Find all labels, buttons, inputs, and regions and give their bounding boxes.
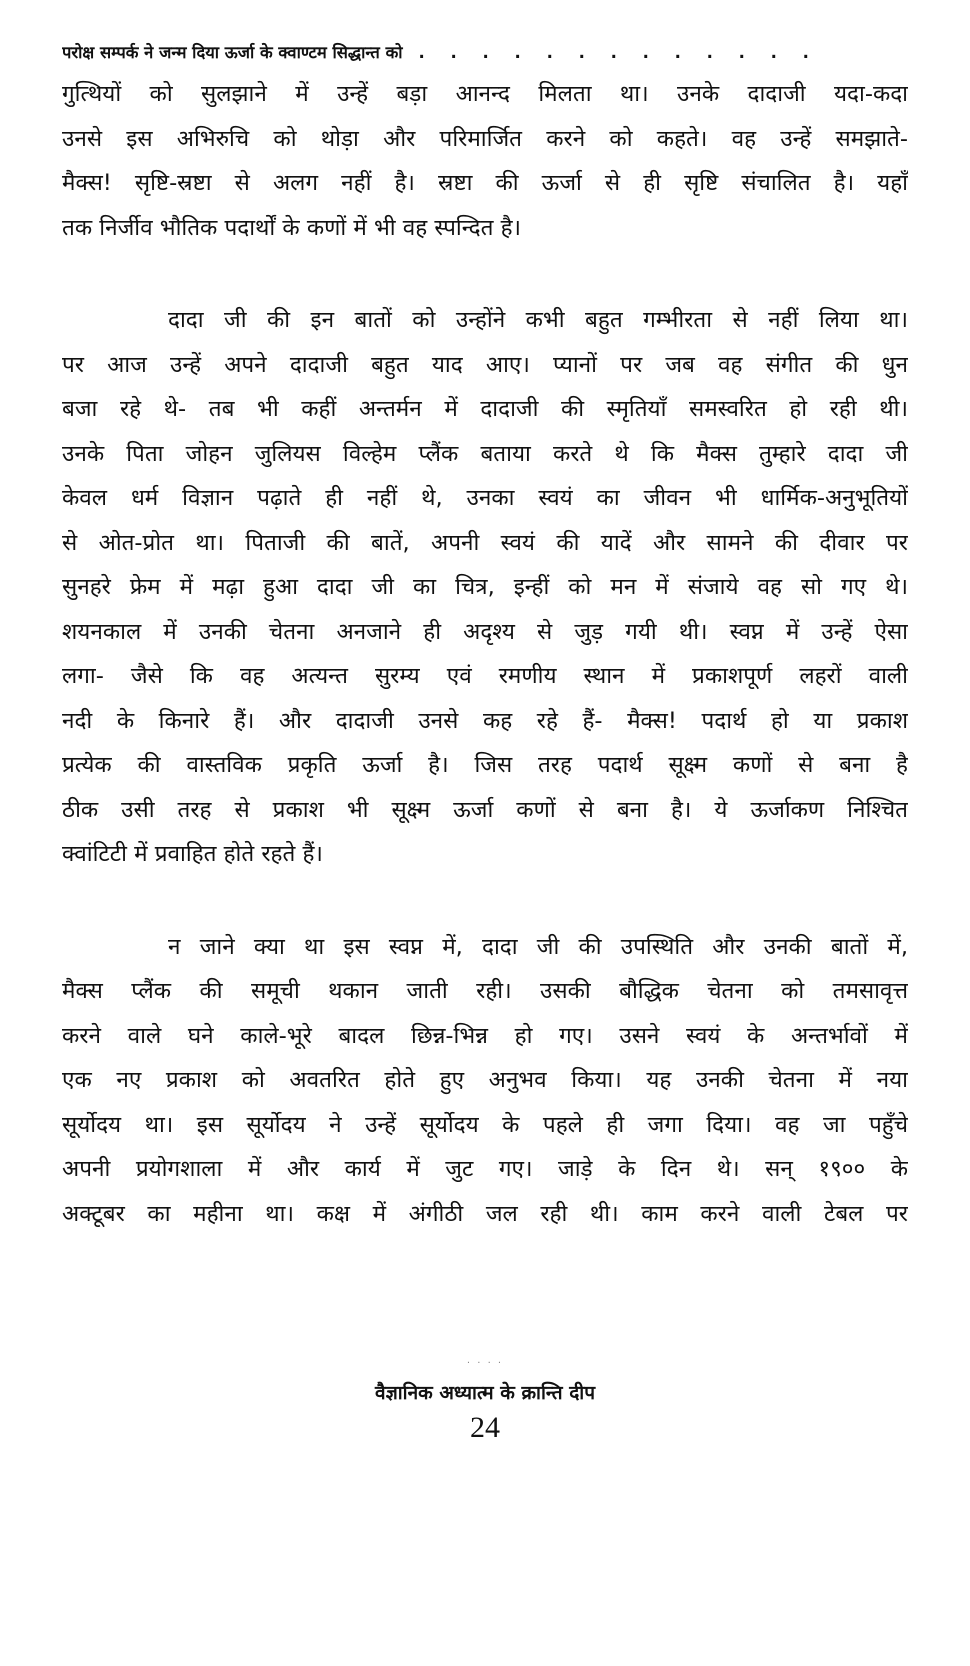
text-line: मैक्स प्लैंक की समूची थकान जाती रही। उसकी बौद्धिक चेतना को तमसावृत्त: [62, 978, 908, 1004]
paragraph-2: [62, 298, 908, 877]
text-line: लगा- जैसे कि वह अत्यन्त सुरम्य एवं रमणीय स्थान में प्रकाशपूर्ण लहरों वाली: [62, 663, 908, 689]
body-text: [62, 72, 908, 1236]
page-number: 24: [470, 1411, 500, 1444]
footer-book-title: वैज्ञानिक अध्यात्म के क्रान्ति दीप: [375, 1382, 595, 1404]
text-line: उनसे इस अभिरुचि को थोड़ा और परिमार्जित करने को कहते। वह उन्हें समझाते-: [62, 125, 908, 152]
text-line: क्वांटिटी में प्रवाहित होते रहते हैं।: [62, 841, 323, 867]
leader-dots: . . . . . . . . . . . . .: [418, 43, 819, 62]
text-line: अक्टूबर का महीना था। कक्ष में अंगीठी जल रही थी। काम करने वाली टेबल पर: [62, 1200, 908, 1227]
text-line: केवल धर्म विज्ञान पढ़ाते ही नहीं थे, उनका स्वयं का जीवन भी धार्मिक-अनुभूतियों: [62, 485, 908, 511]
text-line: सुनहरे फ्रेम में मढ़ा हुआ दादा जी का चित्र, इन्हीं को मन में संजाये वह सो गए थे।: [62, 574, 908, 600]
text-line: बजा रहे थे- तब भी कहीं अन्तर्मन में दादाजी की स्मृतियाँ समस्वरित हो रही थी।: [62, 396, 908, 422]
text-line: तक निर्जीव भौतिक पदार्थों के कणों में भी वह स्पन्दित है।: [62, 214, 522, 241]
text-line: शयनकाल में उनकी चेतना अनजाने ही अदृश्य से जुड़ गयी थी। स्वप्न में उन्हें ऐसा: [62, 618, 908, 645]
paragraph-1: [62, 72, 908, 250]
text-line: एक नए प्रकाश को अवतरित होते हुए अनुभव किया। यह उनकी चेतना में नया: [62, 1067, 908, 1093]
text-line: करने वाले घने काले-भूरे बादल छिन्न-भिन्न हो गए। उसने स्वयं के अन्तर्भावों में: [62, 1022, 908, 1049]
text-line: ठीक उसी तरह से प्रकाश भी सूक्ष्म ऊर्जा कणों से बना है। ये ऊर्जाकण निश्चित: [62, 796, 908, 823]
text-line: दादा जी की इन बातों को उन्होंने कभी बहुत गम्भीरता से नहीं लिया था।: [168, 307, 908, 333]
text-line: पर आज उन्हें अपने दादाजी बहुत याद आए। प्यानों पर जब वह संगीत की धुन: [62, 351, 908, 378]
paragraph-gap: [62, 877, 908, 925]
text-line: सूर्योदय था। इस सूर्योदय ने उन्हें सूर्योदय के पहले ही जगा दिया। वह जा पहुँचे: [62, 1111, 908, 1138]
text-line: उनके पिता जोहन जुलियस विल्हेम प्लैंक बताया करते थे कि मैक्स तुम्हारे दादा जी: [62, 440, 908, 467]
text-line: अपनी प्रयोगशाला में और कार्य में जुट गए। जाड़े के दिन थे। सन् १९०० के: [62, 1156, 908, 1182]
text-line: नदी के किनारे हैं। और दादाजी उनसे कह रहे हैं- मैक्स! पदार्थ हो या प्रकाश: [62, 707, 908, 734]
paragraph-gap: [62, 250, 908, 298]
text-line: न जाने क्या था इस स्वप्न में, दादा जी की उपस्थिति और उनकी बातों में,: [168, 933, 908, 960]
paragraph-3: [62, 925, 908, 1237]
text-line: प्रत्येक की वास्तविक प्रकृति ऊर्जा है। जिस तरह पदार्थ सूक्ष्म कणों से बना है: [62, 752, 908, 778]
running-header-title: परोक्ष सम्पर्क ने जन्म दिया ऊर्जा के क्वाण्टम सिद्धान्त को: [62, 43, 403, 62]
text-line: से ओत-प्रोत था। पिताजी की बातें, अपनी स्वयं की यादें और सामने की दीवार पर: [62, 529, 908, 556]
text-line: मैक्स! सृष्टि-स्रष्टा से अलग नहीं है। स्रष्टा की ऊर्जा से ही सृष्टि संचालित है। यहाँ: [62, 170, 908, 196]
footer-ornament: · · · ·: [466, 1358, 504, 1369]
text-line: गुत्थियों को सुलझाने में उन्हें बड़ा आनन्द मिलता था। उनके दादाजी यदा-कदा: [62, 81, 908, 107]
running-header: [62, 40, 922, 66]
